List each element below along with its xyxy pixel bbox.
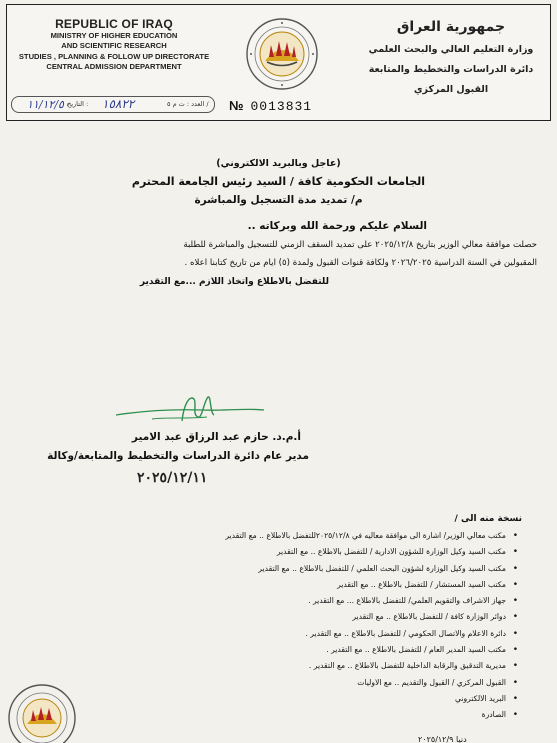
drafter-initials: دنيا (456, 735, 467, 743)
ref-date-label: التاريخ : (67, 100, 89, 108)
country-name-ar: جمهورية العراق (396, 19, 506, 35)
serial-number (229, 98, 312, 114)
copies-section (14, 514, 524, 724)
list-item: • مديرية التدقيق والرقابة الداخلية للتفضل بالاطلاع .. مع التقدير . (14, 658, 506, 674)
list-item: • مكتب السيد المستشار / للتفضل بالاطلاع .. مع التقدير (14, 577, 506, 593)
closing-line: للتفضل بالاطلاع واتخاذ اللازم ...مع التقدير (139, 277, 329, 287)
list-item: • دوائر الوزارة كافة / للتفضل بالاطلاع .. مع التقدير (14, 609, 506, 625)
greeting: السلام عليكم ورحمة الله وبركاته .. (247, 220, 427, 232)
department-name-en: CENTRAL ADMISSION DEPARTMENT (46, 62, 182, 72)
handwritten-signature (112, 393, 267, 429)
urgency-note: (عاجل وبالبريد الالكتروني) (216, 158, 341, 169)
ministry-name-ar: وزارة التعليم العالي والبحث العلمي (368, 44, 534, 55)
letterhead-english (15, 17, 213, 73)
draft-date: ٢٠٢٥/١٢/٩ (418, 735, 454, 743)
copies-list (14, 528, 524, 724)
directorate-name-ar: دائرة الدراسات والتخطيط والمتابعة (368, 64, 534, 75)
signatory-name: أ.م.د. حازم عبد الرزاق عبد الامير (131, 431, 301, 443)
body-line-2: المقبولين في السنة الدراسية ٢٠٢٦/٢٠٢٥ ولكافة قنوات القبول ولمدة (٥) ايام من تاريخ كتابنا اعلاه . (184, 258, 537, 268)
list-item: • مكتب معالي الوزير/ اشارة الى موافقة معاليه في ٢٠٢٥/١٢/٨للتفضل بالاطلاع .. مع التقدير (14, 528, 506, 544)
signatory-title: مدير عام دائرة الدراسات والتخطيط والمتابعة/وكالة (47, 450, 309, 462)
signature-date-handwritten: ٢٠٢٥/١٢/١١ (137, 470, 208, 486)
list-item: • جهاز الاشراف والتقويم العلمي/ للتفضل بالاطلاع ... مع التقدير . (14, 593, 506, 609)
department-name-ar: القبول المركزي (413, 84, 489, 95)
country-name-en: REPUBLIC OF IRAQ (55, 17, 173, 31)
list-item: • مكتب السيد المدير العام / للتفضل بالاطلاع .. مع التقدير . (14, 642, 506, 658)
ministry-seal-logo (245, 17, 319, 91)
addressee: الجامعات الحكومية كافة / السيد رئيس الجامعة المحترم (131, 175, 426, 188)
department-stamp-logo (6, 682, 78, 743)
list-item: • مكتب السيد وكيل الوزارة لشؤون البحث العلمي / للتفضل بالاطلاع .. مع التقدير (14, 561, 506, 577)
letterhead (6, 4, 551, 121)
ref-number-handwritten: ١٥٨٢٢ (102, 97, 135, 111)
serial-prefix: № (229, 98, 245, 113)
ministry-name-en-1: MINISTRY OF HIGHER EDUCATION (50, 31, 178, 40)
list-item: • الصادرة (14, 707, 506, 723)
list-item: • مكتب السيد وكيل الوزارة للشؤون الادارية / للتفضل بالاطلاع .. مع التقدير (14, 544, 506, 560)
ref-date-handwritten: ١١/١٢/٥٠ (27, 98, 70, 111)
list-item: • القبول المركزي / القبول والتقديم .. مع الاوليات (14, 675, 506, 691)
reference-box (11, 96, 215, 113)
ref-code-label: العدد : ت م ٥ / (167, 100, 209, 108)
subject-line: م/ تمديد مدة التسجيل والمباشرة (194, 194, 363, 206)
serial-value: 0013831 (250, 99, 313, 114)
ministry-name-en-2: AND SCIENTIFIC RESEARCH (61, 41, 167, 51)
copies-title: نسخة منه الى / (454, 514, 522, 524)
list-item: • دائرة الاعلام والاتصال الحكومي / للتفضل بالاطلاع .. مع التقدير . (14, 626, 506, 642)
letterhead-arabic (366, 19, 536, 100)
drafter-initials-and-date (418, 735, 467, 743)
body-line-1: حصلت موافقة معالي الوزير بتاريخ ٢٠٢٥/١٢/٨ على تمديد السقف الزمني للتسجيل والمباشرة للطلبة (183, 240, 537, 250)
directorate-name-en: STUDIES , PLANNING & FOLLOW UP DIRECTORATE (18, 51, 210, 61)
list-item: • البريد الالكتروني (14, 691, 506, 707)
